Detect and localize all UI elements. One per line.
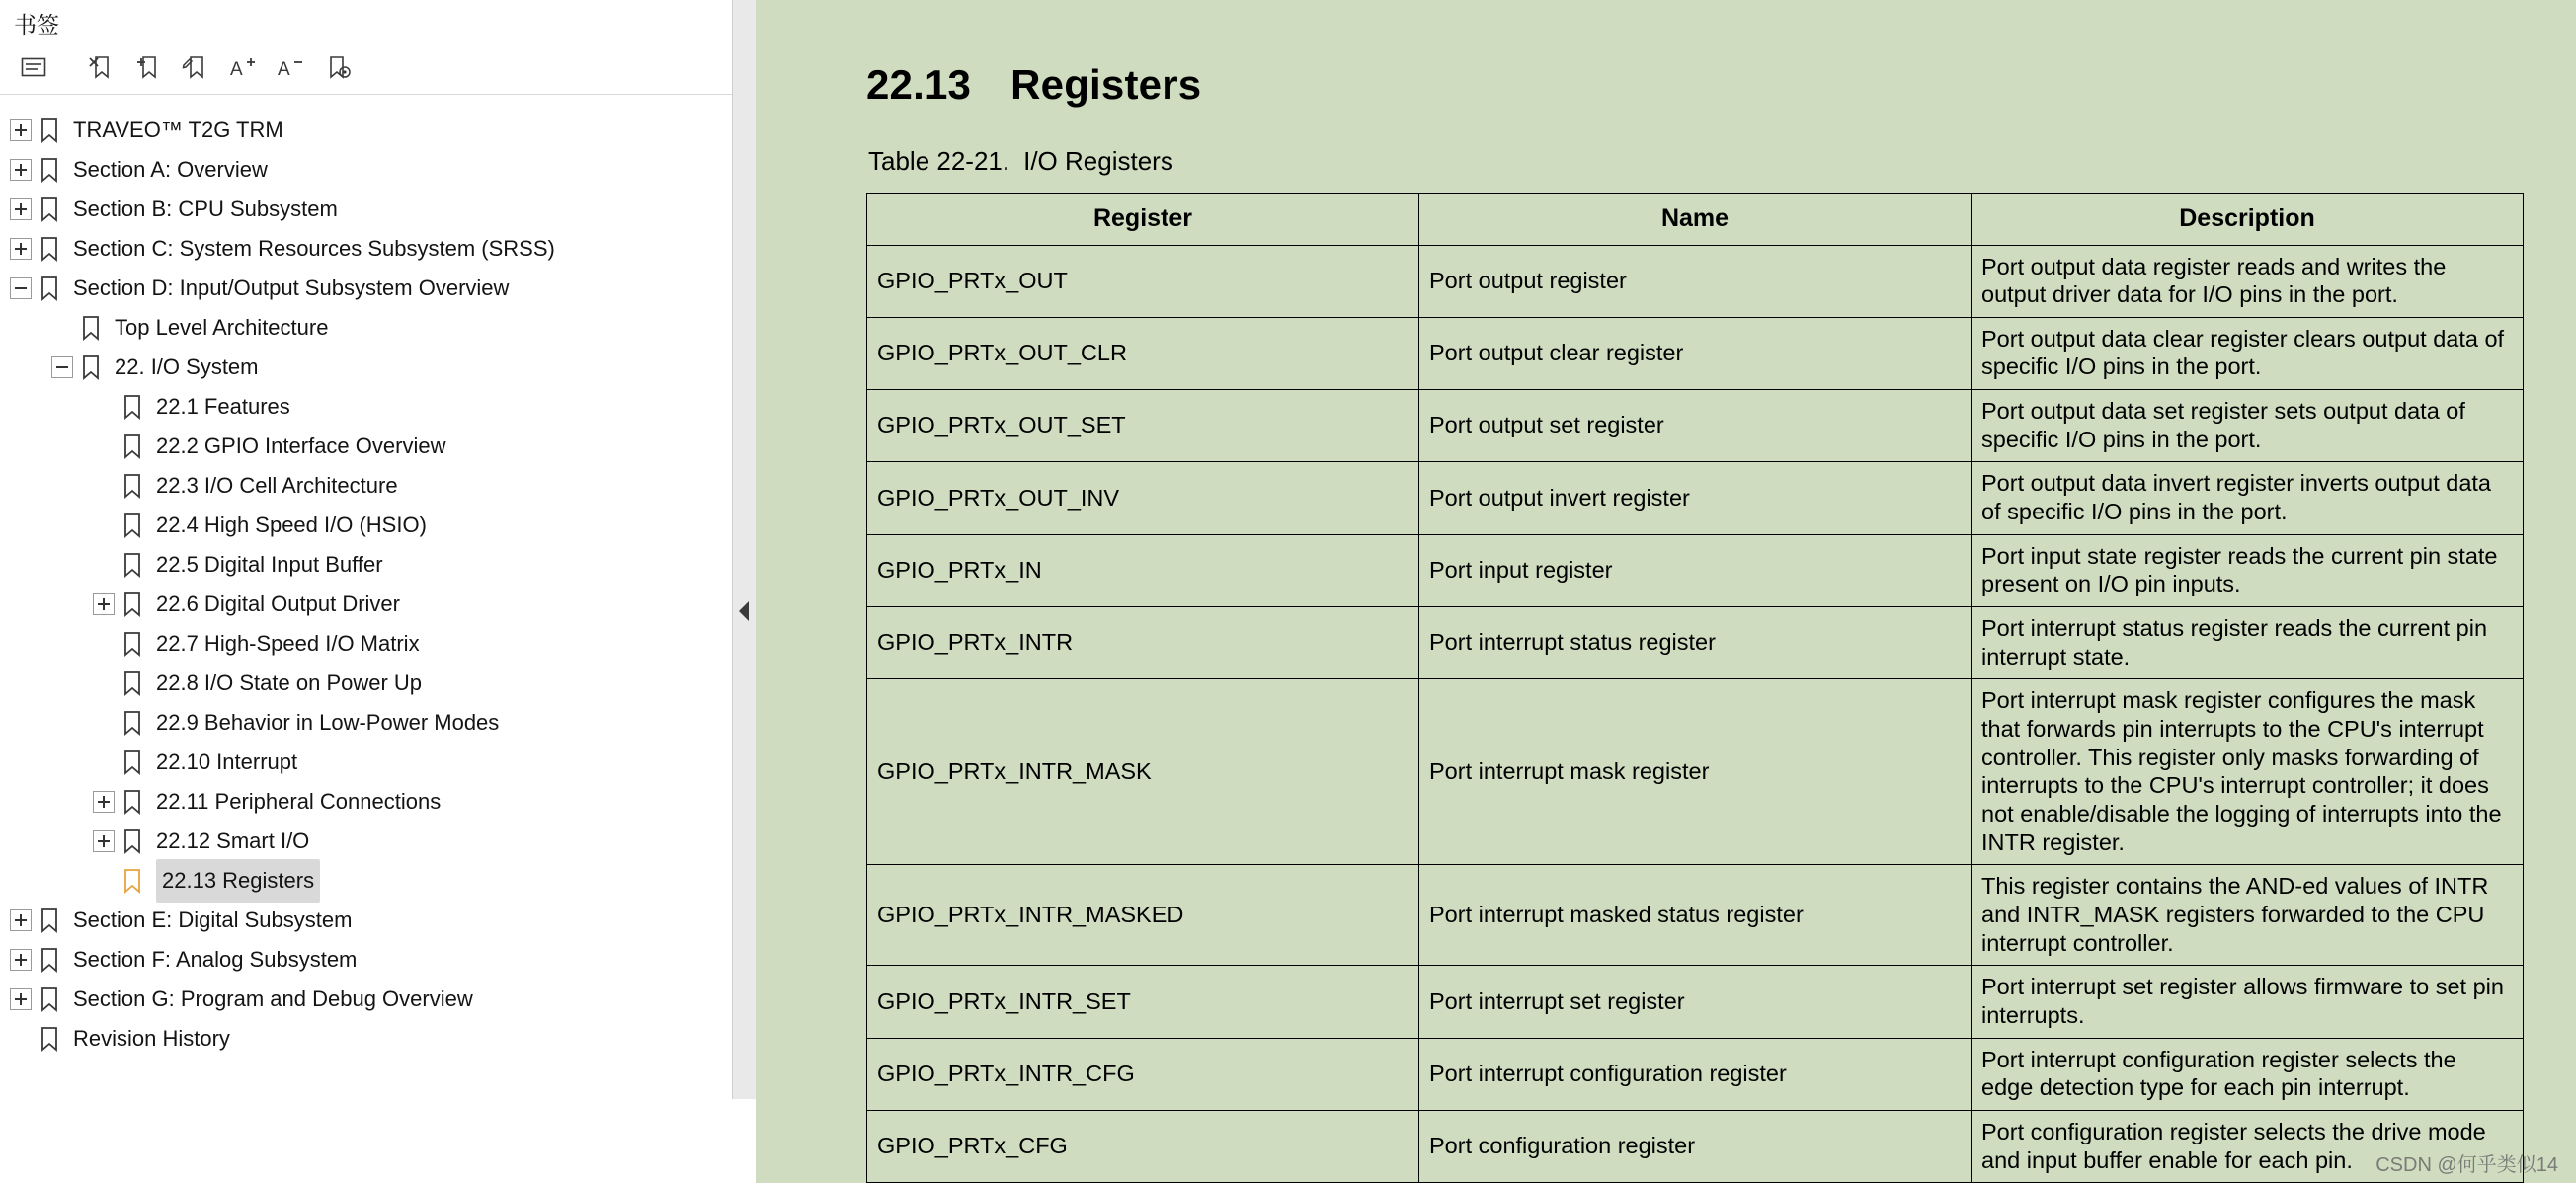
- cell-name: Port interrupt configuration register: [1419, 1038, 1972, 1110]
- cell-description: This register contains the AND-ed values of INTR and INTR_MASK registers forwarded to the CPU interrupt controller.: [1972, 865, 2524, 966]
- collapse-icon[interactable]: [51, 356, 73, 378]
- bookmark-icon: [122, 749, 148, 775]
- cell-name: Port output set register: [1419, 390, 1972, 462]
- bookmark-item-label: 22.8 I/O State on Power Up: [156, 670, 423, 695]
- bookmark-item-label: 22.3 I/O Cell Architecture: [156, 473, 398, 498]
- cell-register: GPIO_PRTx_IN: [867, 534, 1419, 606]
- tree-spacer: [10, 1028, 32, 1050]
- bookmark-item-label: 22.1 Features: [156, 394, 290, 419]
- decrease-text-size-icon[interactable]: [271, 47, 310, 87]
- cell-description: Port interrupt set register allows firmware to set pin interrupts.: [1972, 966, 2524, 1038]
- tree-spacer: [93, 475, 115, 497]
- table-row: [867, 679, 2524, 865]
- bookmark-item[interactable]: [0, 348, 732, 387]
- bookmark-item-label: Section F: Analog Subsystem: [73, 947, 358, 972]
- bookmark-icon: [122, 868, 148, 894]
- bookmark-icon: [40, 947, 65, 973]
- bookmark-icon: [122, 552, 148, 578]
- bookmark-icon: [40, 157, 65, 183]
- cell-register: GPIO_PRTx_INTR_MASKED: [867, 865, 1419, 966]
- page-title-text: Registers: [1010, 61, 1202, 108]
- cell-register: GPIO_PRTx_OUT_SET: [867, 390, 1419, 462]
- cell-name: Port output invert register: [1419, 462, 1972, 534]
- bookmark-item[interactable]: [0, 150, 732, 190]
- bookmark-icon: [81, 315, 107, 341]
- column-header-register: Register: [867, 194, 1419, 246]
- bookmark-icon: [122, 473, 148, 499]
- table-row: [867, 462, 2524, 534]
- bookmark-options-icon[interactable]: [318, 47, 358, 87]
- bookmark-item-label: Section A: Overview: [73, 157, 268, 182]
- bookmark-item[interactable]: [0, 387, 732, 427]
- delete-bookmark-icon[interactable]: [81, 47, 121, 87]
- cell-description: Port output data set register sets output data of specific I/O pins in the port.: [1972, 390, 2524, 462]
- cell-description: Port configuration register selects the drive mode and input buffer enable for each pin.: [1972, 1110, 2524, 1182]
- table-caption: [868, 146, 2536, 177]
- table-row: [867, 390, 2524, 462]
- expand-icon[interactable]: [93, 830, 115, 852]
- bookmark-icon: [122, 434, 148, 459]
- bookmark-item-label: 22.12 Smart I/O: [156, 828, 310, 853]
- bookmark-item[interactable]: [0, 624, 732, 664]
- cell-description: Port interrupt status register reads the current pin interrupt state.: [1972, 607, 2524, 679]
- expand-icon[interactable]: [10, 949, 32, 971]
- bookmark-icon: [122, 631, 148, 657]
- table-row: [867, 966, 2524, 1038]
- bookmark-icon: [40, 276, 65, 301]
- bookmark-item-label: 22.10 Interrupt: [156, 749, 298, 774]
- table-row: [867, 317, 2524, 389]
- cell-register: GPIO_PRTx_OUT_INV: [867, 462, 1419, 534]
- table-row: [867, 245, 2524, 317]
- tree-spacer: [93, 554, 115, 576]
- bookmark-item[interactable]: [0, 229, 732, 269]
- bookmark-item-label: Section D: Input/Output Subsystem Overview: [73, 276, 510, 300]
- bookmark-icon: [40, 986, 65, 1012]
- bookmark-item-label: 22.2 GPIO Interface Overview: [156, 434, 446, 458]
- increase-text-size-icon[interactable]: [223, 47, 263, 87]
- tree-spacer: [93, 396, 115, 418]
- tree-spacer: [93, 633, 115, 655]
- document-page: [756, 0, 2576, 1183]
- expand-icon[interactable]: [10, 238, 32, 260]
- bookmark-item[interactable]: [0, 822, 732, 861]
- bookmark-item-label: 22.4 High Speed I/O (HSIO): [156, 513, 427, 537]
- cell-description: Port interrupt configuration register selects the edge detection type for each pin interrupt.: [1972, 1038, 2524, 1110]
- tree-spacer: [93, 435, 115, 457]
- expand-icon[interactable]: [10, 988, 32, 1010]
- bookmark-item[interactable]: [0, 111, 732, 150]
- bookmark-item-label: 22.6 Digital Output Driver: [156, 592, 400, 616]
- expand-icon[interactable]: [93, 791, 115, 813]
- cell-description: Port output data register reads and writes the output driver data for I/O pins in the port.: [1972, 245, 2524, 317]
- toggle-bookmark-panel-icon[interactable]: [14, 47, 53, 87]
- bookmarks-toolbar: [0, 39, 732, 95]
- bookmark-icon: [40, 118, 65, 143]
- cell-description: Port output data clear register clears output data of specific I/O pins in the port.: [1972, 317, 2524, 389]
- cell-description: Port interrupt mask register configures the mask that forwards pin interrupts to the CPU's interrupt controller. This register only masks forwarding of interrupts to the CPU's interrupt controller; it does not enable/disable the logging of interrupts into the INTR register.: [1972, 679, 2524, 865]
- cell-name: Port interrupt masked status register: [1419, 865, 1972, 966]
- table-row: [867, 1038, 2524, 1110]
- cell-description: Port input state register reads the current pin state present on I/O pin inputs.: [1972, 534, 2524, 606]
- bookmark-item-label: Section B: CPU Subsystem: [73, 197, 338, 221]
- page-title: [866, 61, 2536, 109]
- bookmark-icon: [122, 670, 148, 696]
- bookmark-item[interactable]: [0, 743, 732, 782]
- bookmark-item[interactable]: [0, 506, 732, 545]
- bookmark-icon: [40, 197, 65, 222]
- watermark: CSDN @何乎类似14: [2375, 1154, 2558, 1177]
- table-caption-number: Table 22-21.: [868, 146, 1010, 176]
- cell-name: Port configuration register: [1419, 1110, 1972, 1182]
- cell-name: Port interrupt status register: [1419, 607, 1972, 679]
- bookmark-item-label: Top Level Architecture: [115, 315, 329, 340]
- bookmark-item[interactable]: [0, 190, 732, 229]
- edit-bookmark-icon[interactable]: [176, 47, 215, 87]
- bookmark-icon: [122, 513, 148, 538]
- cell-register: GPIO_PRTx_INTR_CFG: [867, 1038, 1419, 1110]
- bookmark-item[interactable]: [0, 861, 732, 901]
- bookmark-item-label: TRAVEO™ T2G TRM: [73, 118, 283, 142]
- expand-icon[interactable]: [10, 909, 32, 931]
- cell-name: Port interrupt set register: [1419, 966, 1972, 1038]
- bookmark-item[interactable]: [0, 940, 732, 980]
- bookmark-item[interactable]: [0, 427, 732, 466]
- bookmark-item[interactable]: [0, 980, 732, 1019]
- cell-name: Port interrupt mask register: [1419, 679, 1972, 865]
- page-title-number: 22.13: [866, 61, 972, 108]
- bookmark-icon: [40, 1026, 65, 1052]
- cell-name: Port output clear register: [1419, 317, 1972, 389]
- bookmark-item[interactable]: [0, 782, 732, 822]
- tree-spacer: [93, 870, 115, 892]
- bookmarks-panel-title: 书签: [14, 12, 59, 38]
- bookmark-item-label: 22.11 Peripheral Connections: [156, 789, 442, 814]
- bookmark-icon: [122, 592, 148, 617]
- bookmark-icon: [40, 907, 65, 933]
- bookmark-item[interactable]: [0, 269, 732, 308]
- column-header-name: Name: [1419, 194, 1972, 246]
- cell-description: Port output data invert register inverts output data of specific I/O pins in the port.: [1972, 462, 2524, 534]
- bookmark-icon: [122, 394, 148, 420]
- bookmark-item-label: 22.7 High-Speed I/O Matrix: [156, 631, 420, 656]
- io-registers-table: [866, 193, 2524, 1183]
- table-row: [867, 865, 2524, 966]
- tree-spacer: [93, 672, 115, 694]
- svg-text:A: A: [230, 58, 243, 80]
- bookmark-item[interactable]: [0, 308, 732, 348]
- bookmarks-tree[interactable]: [0, 95, 732, 1099]
- bookmarks-panel: [0, 0, 733, 1099]
- bookmark-item[interactable]: [0, 664, 732, 703]
- bookmark-icon: [122, 828, 148, 854]
- bookmark-item[interactable]: [0, 585, 732, 624]
- bookmark-icon: [122, 710, 148, 736]
- bookmark-icon: [122, 789, 148, 815]
- document-viewer[interactable]: [733, 0, 2576, 1177]
- cell-register: GPIO_PRTx_OUT: [867, 245, 1419, 317]
- collapse-panel-handle[interactable]: [734, 596, 756, 626]
- cell-register: GPIO_PRTx_OUT_CLR: [867, 317, 1419, 389]
- bookmark-icon: [40, 236, 65, 262]
- cell-register: GPIO_PRTx_INTR_MASK: [867, 679, 1419, 865]
- table-header: [867, 194, 2524, 246]
- bookmark-item-label: Section E: Digital Subsystem: [73, 907, 353, 932]
- table-caption-text: I/O Registers: [1023, 146, 1173, 176]
- expand-icon[interactable]: [10, 119, 32, 141]
- column-header-description: Description: [1972, 194, 2524, 246]
- bookmark-item-label: 22.5 Digital Input Buffer: [156, 552, 383, 577]
- tree-spacer: [93, 712, 115, 734]
- cell-name: Port output register: [1419, 245, 1972, 317]
- expand-icon[interactable]: [93, 593, 115, 615]
- bookmark-item-label: Revision History: [73, 1026, 230, 1051]
- collapse-icon[interactable]: [10, 277, 32, 299]
- table-header-row: [867, 194, 2524, 246]
- cell-register: GPIO_PRTx_CFG: [867, 1110, 1419, 1182]
- bookmark-item-label: 22. I/O System: [115, 355, 259, 379]
- bookmark-icon: [81, 355, 107, 380]
- tree-spacer: [51, 317, 73, 339]
- expand-icon[interactable]: [10, 198, 32, 220]
- cell-name: Port input register: [1419, 534, 1972, 606]
- bookmark-item[interactable]: [0, 545, 732, 585]
- table-body: [867, 245, 2524, 1183]
- bookmark-item-label: Section G: Program and Debug Overview: [73, 986, 473, 1011]
- tree-spacer: [93, 514, 115, 536]
- bookmark-item[interactable]: [0, 1019, 732, 1059]
- table-row: [867, 534, 2524, 606]
- expand-icon[interactable]: [10, 159, 32, 181]
- bookmark-item[interactable]: [0, 466, 732, 506]
- table-row: [867, 1110, 2524, 1182]
- cell-register: GPIO_PRTx_INTR: [867, 607, 1419, 679]
- add-bookmark-icon[interactable]: [128, 47, 168, 87]
- svg-text:A: A: [278, 58, 290, 80]
- bookmark-item-label: 22.9 Behavior in Low-Power Modes: [156, 710, 500, 735]
- bookmark-item[interactable]: [0, 703, 732, 743]
- bookmark-item-label: Section C: System Resources Subsystem (SRSS): [73, 236, 555, 261]
- bookmark-item[interactable]: [0, 901, 732, 940]
- bookmark-item-label: 22.13 Registers: [156, 859, 320, 903]
- table-row: [867, 607, 2524, 679]
- tree-spacer: [93, 751, 115, 773]
- cell-register: GPIO_PRTx_INTR_SET: [867, 966, 1419, 1038]
